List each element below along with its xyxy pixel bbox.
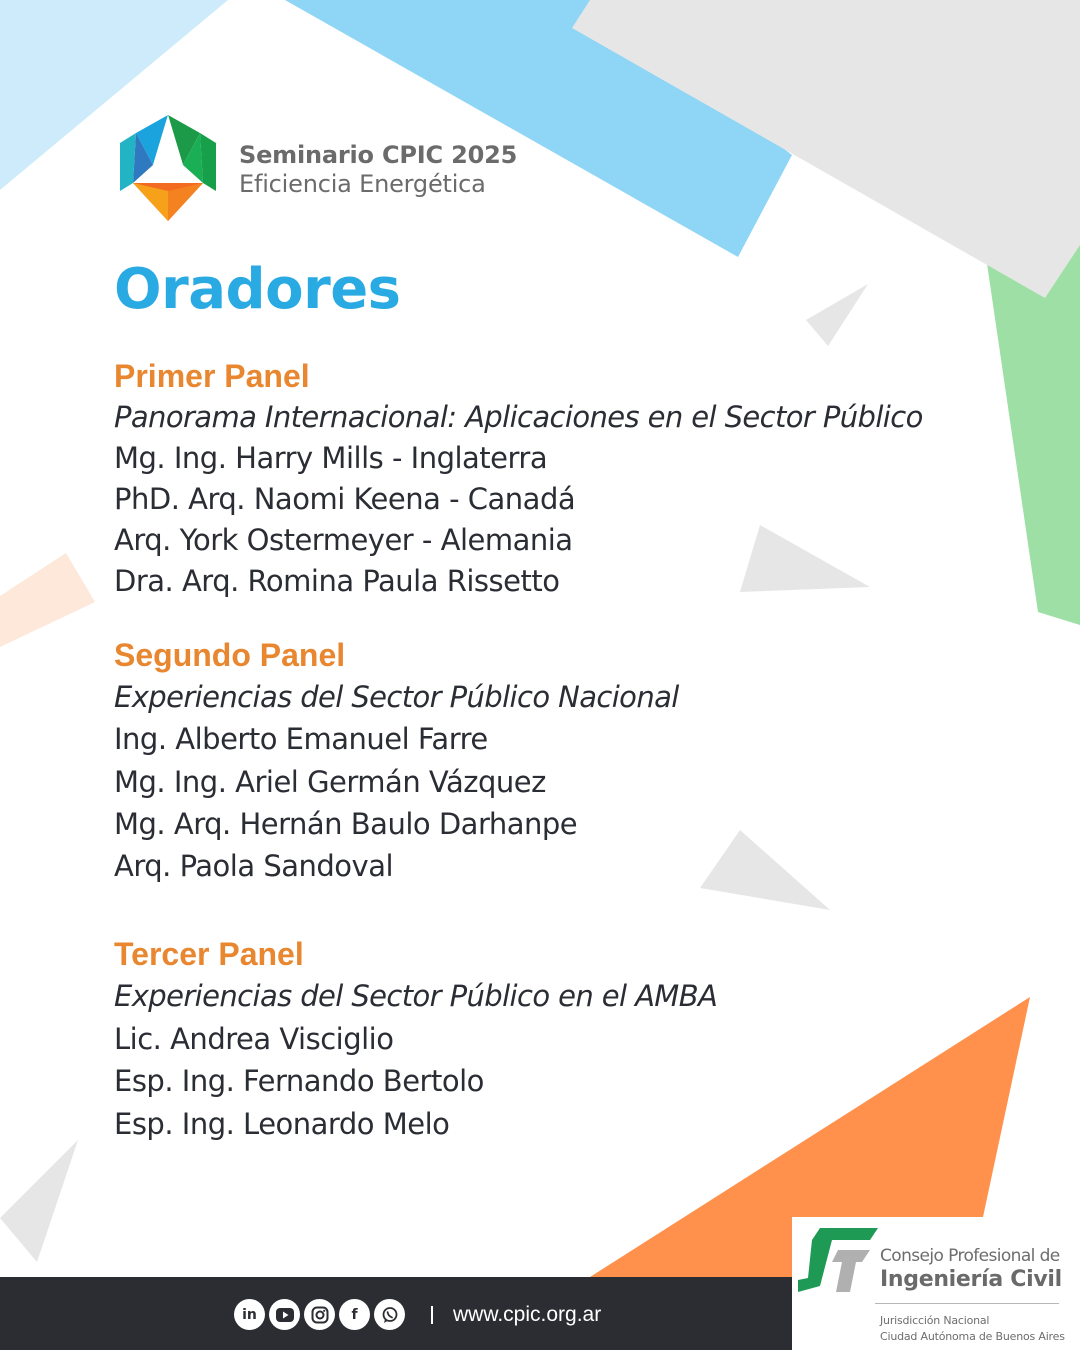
organization-name-line1: Consejo Profesional de — [880, 1246, 1060, 1266]
panel-label: Segundo Panel — [114, 637, 346, 673]
linkedin-icon[interactable]: in — [234, 1299, 265, 1330]
speaker-list — [114, 1018, 717, 1146]
speaker-item: PhD. Arq. Naomi Keena - Canadá — [114, 482, 576, 516]
speaker-item: Ing. Alberto Emanuel Farre — [114, 722, 488, 757]
cpic-logo-icon — [798, 1228, 878, 1292]
jurisdiction-line2: Ciudad Autónoma de Buenos Aires — [880, 1330, 1065, 1343]
panel-2 — [114, 635, 679, 887]
speaker-item: Mg. Arq. Hernán Baulo Darhanpe — [114, 806, 578, 841]
speaker-item: Mg. Ing. Harry Mills - Inglaterra — [114, 441, 548, 475]
speaker-item: Esp. Ing. Leonardo Melo — [114, 1106, 450, 1141]
panel-topic: Panorama Internacional: Aplicaciones en el Sector Público — [114, 400, 923, 434]
organization-divider — [875, 1303, 1059, 1304]
panel-label: Tercer Panel — [114, 936, 304, 972]
bg-gray-triangle-4 — [0, 1140, 78, 1262]
speaker-item: Mg. Ing. Ariel Germán Vázquez — [114, 764, 546, 799]
bg-peach-triangle — [0, 553, 95, 647]
event-subtitle: Eficiencia Energética — [239, 170, 486, 198]
speaker-item: Esp. Ing. Fernando Bertolo — [114, 1064, 484, 1098]
whatsapp-icon[interactable] — [374, 1299, 405, 1330]
speaker-item: Lic. Andrea Visciglio — [114, 1021, 394, 1056]
social-links — [234, 1299, 405, 1330]
panel-label: Primer Panel — [114, 358, 310, 394]
panel-3 — [114, 934, 717, 1145]
speaker-item: Arq. Paola Sandoval — [114, 849, 394, 884]
bg-gray-triangle-1 — [806, 284, 868, 346]
panel-topic: Experiencias del Sector Público Nacional — [114, 680, 679, 714]
bg-gray-triangle-3 — [700, 830, 830, 910]
speaker-list — [114, 438, 923, 602]
event-title: Seminario CPIC 2025 — [239, 141, 518, 169]
event-logo-icon — [118, 113, 218, 223]
website-link[interactable]: www.cpic.org.ar — [453, 1303, 602, 1326]
facebook-icon[interactable]: f — [339, 1299, 370, 1330]
youtube-icon[interactable] — [269, 1299, 300, 1330]
panel-1 — [114, 356, 923, 602]
page-title: Oradores — [114, 257, 401, 322]
instagram-icon[interactable] — [304, 1299, 335, 1330]
organization-name-line2: Ingeniería Civil — [880, 1267, 1062, 1292]
panel-topic: Experiencias del Sector Público en el AMBA — [114, 979, 718, 1013]
event-brand — [239, 140, 517, 198]
jurisdiction-line1: Jurisdicción Nacional — [880, 1314, 990, 1327]
speaker-item: Arq. York Ostermeyer - Alemania — [114, 523, 573, 557]
footer-divider — [431, 1306, 433, 1324]
speaker-item: Dra. Arq. Romina Paula Rissetto — [114, 564, 560, 598]
speaker-list — [114, 718, 679, 887]
